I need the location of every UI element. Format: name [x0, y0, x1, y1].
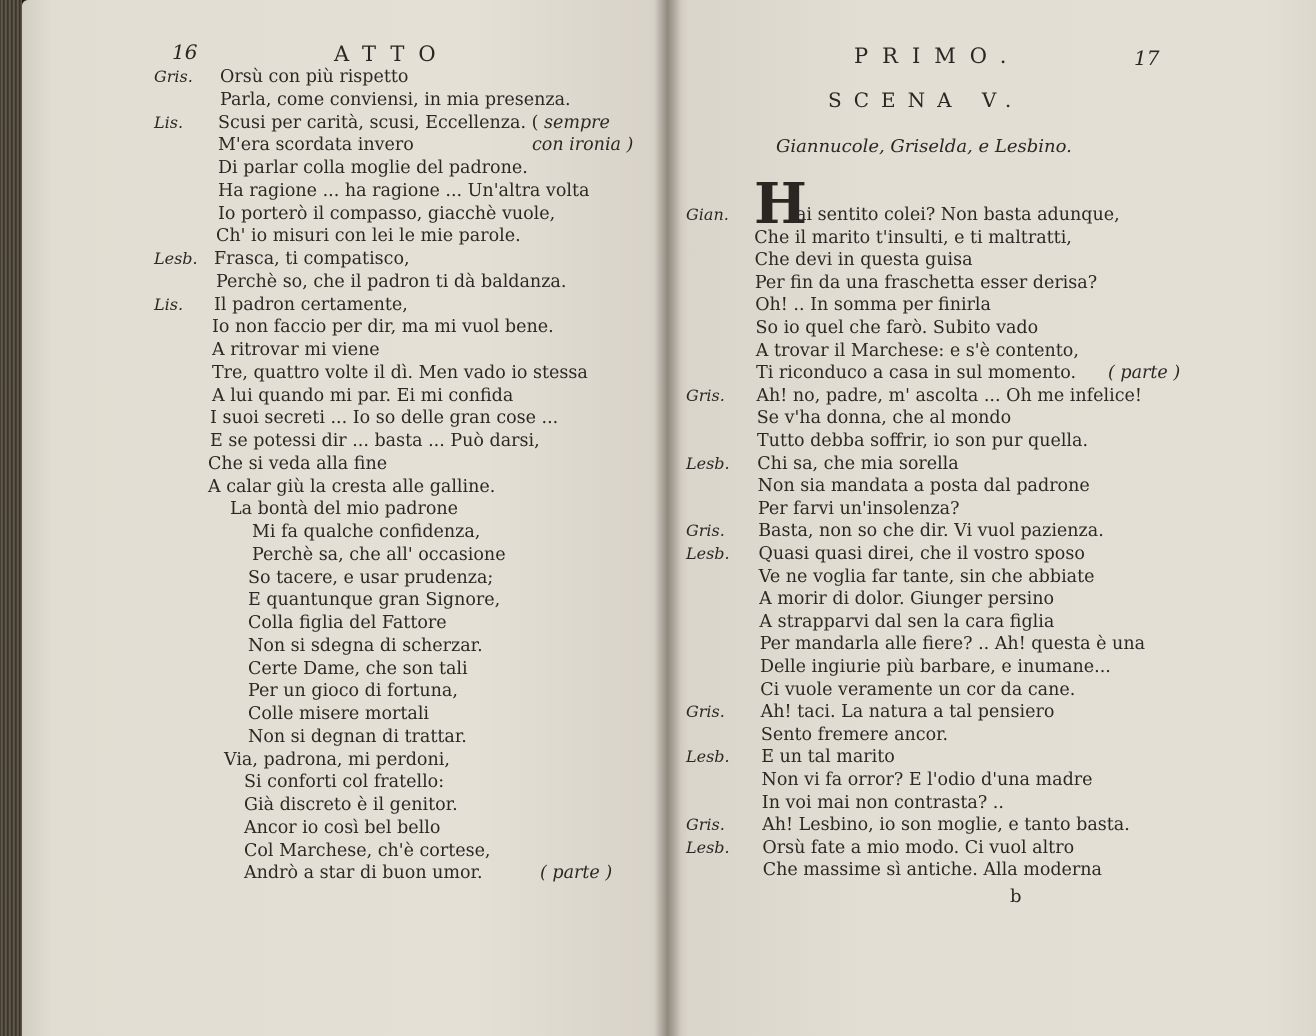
verse-line: Non sia mandata a posta dal padrone	[757, 476, 1090, 497]
verse-line: Ah! no, padre, m' ascolta ... Oh me infelice!	[756, 385, 1142, 406]
verse-line: Orsù con più rispetto	[220, 67, 409, 87]
verse-line: Io porterò il compasso, giacchè vuole,	[218, 203, 556, 224]
running-head: ATTO	[334, 42, 450, 66]
verse-line: Parla, come conviensi, in mia presenza.	[220, 89, 571, 110]
verse-line: Orsù fate a mio modo. Ci vuol altro	[762, 837, 1075, 858]
drop-cap: H	[754, 171, 807, 237]
verse-line: Ve ne voglia far tante, sin che abbiate	[758, 566, 1095, 587]
speaker-label: Lesb.	[686, 747, 730, 767]
speaker-label: Gris.	[686, 385, 725, 405]
verse-line: Non si sdegna di scherzar.	[248, 635, 483, 656]
stage-direction: con ironia )	[532, 135, 634, 156]
verse-line: Certe Dame, che son tali	[248, 658, 468, 679]
speaker-label: Gian.	[686, 205, 729, 224]
verse-line: A strapparvi dal sen la cara figlia	[759, 611, 1055, 632]
verse-line: Frasca, ti compatisco,	[214, 249, 410, 269]
verse-line: Per fin da una fraschetta esser derisa?	[754, 272, 1098, 293]
page-number: 17	[1134, 46, 1160, 70]
verse-line: E se potessi dir ... basta ... Può darsi,	[210, 431, 540, 451]
verse-line: Già discreto è il genitor.	[244, 795, 458, 815]
verse-line: Quasi quasi direi, che il vostro sposo	[758, 544, 1085, 564]
verse-line: Ti riconduco a casa in sul momento.	[756, 363, 1077, 384]
verse-line: Ah! taci. La natura a tal pensiero	[760, 702, 1055, 723]
right-page	[668, 0, 1316, 1036]
speaker-label: Lesb.	[154, 249, 198, 268]
verse-line: ai sentito colei? Non basta adunque,	[796, 205, 1120, 225]
speaker-label: Lesb.	[686, 544, 730, 563]
verse-line: Per mandarla alle fiere? .. Ah! questa è una	[759, 634, 1146, 655]
verse-line: Di parlar colla moglie del padrone.	[218, 158, 528, 178]
speaker-label: Gris.	[686, 815, 725, 835]
verse-line: A calar giù la cresta alle galline.	[208, 476, 496, 497]
verse-line: Delle ingiurie più barbare, e inumane...	[760, 657, 1111, 677]
verse-line: Si conforti col fratello:	[244, 772, 445, 793]
verse-line: A ritrovar mi viene	[212, 340, 380, 360]
verse-line: Tre, quattro volte il dì. Men vado io stessa	[212, 362, 588, 383]
verse-line: La bontà del mio padrone	[230, 499, 459, 520]
verse-line: So tacere, e usar prudenza;	[248, 567, 494, 588]
verse-line: A trovar il Marchese: e s'è contento,	[755, 340, 1079, 361]
verse-line: Perchè so, che il padron ti dà baldanza.	[216, 271, 567, 292]
verse-line: Ha ragione ... ha ragione ... Un'altra volta	[218, 180, 590, 201]
verse-line: Che massime sì antiche. Alla moderna	[762, 860, 1102, 881]
verse-line: Via, padrona, mi perdoni,	[224, 749, 450, 770]
left-page	[22, 0, 668, 1036]
verse-line: Andrò a star di buon umor.	[244, 863, 483, 884]
book-gutter	[655, 0, 681, 1036]
verse-line: Se v'ha donna, che al mondo	[756, 408, 1012, 429]
verse-line: Mi fa qualche confidenza,	[252, 522, 481, 542]
verse-line: Perchè sa, che all' occasione	[252, 544, 506, 565]
verse-line: Che si veda alla fine	[208, 453, 388, 474]
speaker-label: Lis.	[154, 294, 184, 314]
verse-line: Colle misere mortali	[248, 704, 430, 724]
verse-line: Io non faccio per dir, ma mi vuol bene.	[212, 317, 554, 338]
verse-line: Per farvi un'insolenza?	[757, 498, 960, 519]
verse-line: Basta, non so che dir. Vi vuol pazienza.	[758, 521, 1104, 542]
verse-line: Tutto debba soffrir, io son pur quella.	[757, 431, 1089, 451]
verse-line: Ci vuole veramente un cor da cane.	[760, 679, 1076, 700]
verse-line: Ch' io misuri con lei le mie parole.	[216, 226, 521, 247]
signature-mark: b	[1010, 886, 1022, 907]
verse-line: Sento fremere ancor.	[760, 724, 949, 745]
verse-line: Col Marchese, ch'è cortese,	[244, 840, 491, 861]
verse-line: I suoi secreti ... Io so delle gran cose ...	[210, 408, 559, 429]
speaker-label: Lesb.	[686, 453, 730, 473]
page-number: 16	[172, 40, 198, 64]
verse-line: Ah! Lesbino, io son moglie, e tanto basta.	[762, 815, 1130, 836]
verse-line: Scusi per carità, scusi, Eccellenza. (	[218, 112, 539, 133]
verse-line: Per un gioco di fortuna,	[248, 681, 458, 702]
verse-line: In voi mai non contrasta? ..	[761, 792, 1004, 813]
book-edge	[0, 0, 22, 1036]
verse-line: So io quel che farò. Subito vado	[755, 318, 1039, 338]
verse-line: Che devi in questa guisa	[754, 250, 973, 271]
verse-line: Non vi fa orror? E l'odio d'una madre	[761, 770, 1093, 790]
verse-line: E un tal marito	[761, 747, 895, 768]
verse-line: Ancor io così bel bello	[244, 817, 441, 838]
verse-line: Il padron certamente,	[214, 294, 408, 315]
verse-line: E quantunque gran Signore,	[248, 590, 501, 611]
verse-line: Chi sa, che mia sorella	[757, 453, 959, 474]
scene-title: SCENA V.	[828, 88, 1024, 112]
stage-direction: sempre	[544, 112, 610, 133]
speaker-label: Gris.	[686, 521, 725, 541]
cast-list: Giannucole, Griselda, e Lesbino.	[776, 136, 1072, 157]
verse-line: A morir di dolor. Giunger persino	[759, 589, 1055, 610]
verse-line: Non si degnan di trattar.	[248, 726, 467, 747]
verse-line: Colla figlia del Fattore	[248, 613, 447, 633]
verse-line: A lui quando mi par. Ei mi confida	[212, 385, 514, 406]
speaker-label: Gris.	[154, 67, 193, 86]
verse-line: M'era scordata invero	[218, 135, 414, 156]
speaker-label: Lesb.	[686, 837, 730, 857]
verse-line: Che il marito t'insulti, e ti maltratti,	[754, 227, 1072, 248]
stage-direction: ( parte )	[540, 863, 613, 884]
speaker-label: Lis.	[154, 112, 184, 132]
running-head: PRIMO.	[854, 44, 1021, 68]
verse-line: Oh! .. In somma per finirla	[755, 295, 991, 316]
stage-direction: ( parte )	[1108, 363, 1181, 384]
speaker-label: Gris.	[686, 702, 725, 722]
